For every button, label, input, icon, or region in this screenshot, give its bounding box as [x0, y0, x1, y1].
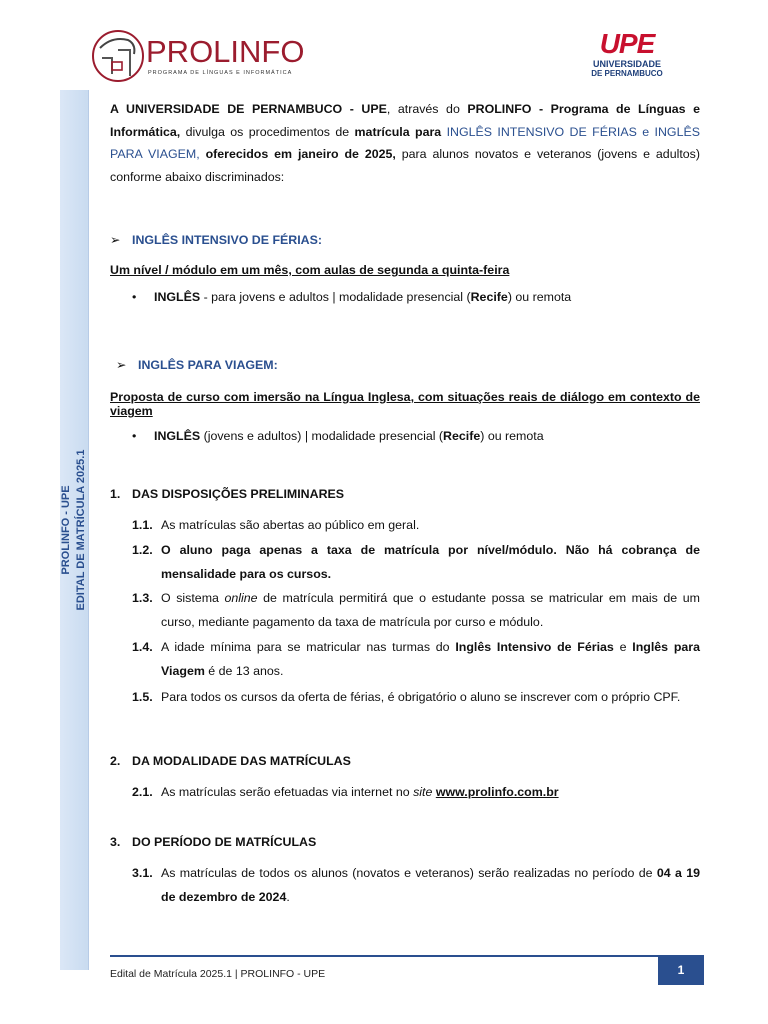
prolinfo-logo-text: PROLINFO — [146, 34, 305, 69]
item-2-1-number: 2.1. — [132, 785, 153, 799]
page-number: 1 — [658, 955, 704, 985]
bullet-icon: • — [132, 429, 137, 443]
course1-item-end: ) ou remota — [507, 290, 572, 304]
intro-courses: INGLÊS INTENSIVO DE FÉRIAS e INGLÊS PARA VIAGEM, — [110, 124, 700, 161]
intro-text-1: , através do — [386, 102, 468, 116]
item-2-1-text — [161, 780, 700, 804]
item-1-2-text: O aluno paga apenas a taxa de matrícula por nível/módulo. Não há cobrança de mensalidade para os cursos. — [161, 543, 700, 581]
upe-logo-mark: UPE — [599, 28, 655, 59]
item-3-1-dates: 04 a 19 de dezembro de 2024 — [161, 866, 700, 904]
item-2-1 — [132, 780, 700, 804]
intro-text-2: divulga os procedimentos de — [180, 124, 355, 139]
section2-heading — [110, 752, 700, 770]
section3-heading — [110, 833, 700, 851]
course2-bullet-item — [132, 427, 700, 445]
section1-number: 1. — [110, 487, 121, 501]
item-1-5-number: 1.5. — [132, 690, 153, 704]
item-1-3-number: 1.3. — [132, 591, 153, 605]
item-3-1-a: As matrículas de todos os alunos (novatos e veteranos) serão realizadas no período de — [161, 866, 657, 880]
prolinfo-logo-subtitle: PROGRAMA DE LÍNGUAS E INFORMÁTICA — [148, 70, 293, 76]
item-1-4-e: é de 13 anos. — [204, 664, 284, 678]
course2-title: INGLÊS PARA VIAGEM: — [138, 358, 278, 372]
item-1-5-text: Para todos os cursos da oferta de férias, é obrigatório o aluno se inscrever com o próprio CPF. — [161, 690, 681, 704]
item-1-2 — [132, 538, 700, 586]
prolinfo-website-link[interactable]: www.prolinfo.com.br — [435, 785, 559, 799]
bullet-icon: • — [132, 290, 137, 304]
course2-item-text: (jovens e adultos) | modalidade presencial ( — [200, 429, 444, 443]
item-1-4-c: e — [613, 640, 633, 654]
item-1-4-course1: Inglês Intensivo de Férias — [455, 640, 614, 654]
upe-logo-line2: DE PERNAMBUCO — [591, 69, 663, 78]
arrow-icon: ➢ — [110, 233, 121, 247]
item-1-1 — [132, 513, 700, 537]
section1-title: DAS DISPOSIÇÕES PRELIMINARES — [132, 487, 345, 501]
arrow-icon: ➢ — [116, 358, 127, 372]
intro-prolinfo: PROLINFO - Programa de Línguas e Informática, — [110, 102, 700, 139]
intro-university: A UNIVERSIDADE DE PERNAMBUCO - UPE — [110, 102, 387, 116]
course1-item-city: Recife — [470, 290, 508, 304]
course2-item-end: ) ou remota — [480, 429, 544, 443]
section2-title: DA MODALIDADE DAS MATRÍCULAS — [132, 754, 351, 768]
course1-item-lang: INGLÊS — [154, 290, 201, 304]
item-1-3-text — [161, 586, 700, 634]
intro-january: oferecidos em janeiro de 2025, — [199, 147, 396, 161]
course2-item-city: Recife — [443, 429, 481, 443]
item-1-2-number: 1.2. — [132, 543, 153, 557]
side-line-2: EDITAL DE MATRÍCULA 2025.1 — [75, 449, 87, 611]
side-line-1: PROLINFO - UPE — [60, 485, 72, 575]
course1-bullet-item — [132, 288, 700, 306]
item-3-1-number: 3.1. — [132, 866, 153, 880]
item-1-3-c: de matrícula permitirá que o estudante possa se matricular em mais de um curso, mediante pagamento da taxa de matrícula por curso e módulo. — [161, 591, 700, 629]
item-1-4-a: A idade mínima para se matricular nas turmas do — [161, 640, 456, 654]
course2-heading — [116, 356, 706, 374]
item-1-3 — [132, 586, 700, 634]
course1-subtitle-text: Um nível / módulo em um mês, com aulas de segunda a quinta-feira — [110, 263, 510, 277]
footer-text: Edital de Matrícula 2025.1 | PROLINFO - UPE — [110, 968, 326, 980]
course1-heading — [110, 231, 700, 249]
course2-subtitle: Proposta de curso com imersão na Língua Inglesa, com situações reais de diálogo em contexto de viagem — [110, 390, 700, 418]
section2-number: 2. — [110, 754, 121, 768]
item-3-1-c: . — [286, 890, 290, 904]
item-1-4-course2: Inglês para Viagem — [161, 640, 700, 678]
item-1-4-number: 1.4. — [132, 640, 153, 654]
section3-title: DO PERÍODO DE MATRÍCULAS — [132, 835, 317, 849]
course1-title: INGLÊS INTENSIVO DE FÉRIAS: — [132, 233, 323, 247]
item-1-5 — [132, 685, 700, 709]
item-1-4-text — [161, 635, 700, 683]
item-1-3-a: O sistema — [161, 591, 225, 605]
prolinfo-logo — [90, 28, 305, 84]
side-band-text — [60, 90, 88, 970]
intro-text-3: para alunos novatos e veteranos (jovens e adultos) conforme abaixo discriminados: — [110, 147, 700, 184]
item-2-1-site: site — [413, 785, 433, 799]
intro-matricula: matrícula para — [354, 124, 442, 139]
upe-logo — [582, 30, 672, 80]
section1-heading — [110, 485, 700, 503]
intro-paragraph — [110, 98, 700, 188]
item-2-1-a: As matrículas serão efetuadas via internet no — [161, 785, 414, 799]
item-3-1-text — [161, 861, 700, 909]
section3-number: 3. — [110, 835, 121, 849]
item-3-1 — [132, 861, 700, 909]
course2-item-lang: INGLÊS — [154, 429, 201, 443]
item-1-3-online: online — [224, 591, 258, 605]
item-1-4 — [132, 635, 700, 683]
footer-rule — [110, 955, 704, 957]
course1-item-text: - para jovens e adultos | modalidade presencial ( — [200, 290, 471, 304]
item-1-1-number: 1.1. — [132, 518, 153, 532]
item-1-1-text: As matrículas são abertas ao público em geral. — [161, 518, 420, 532]
upe-logo-line1: UNIVERSIDADE — [592, 59, 661, 69]
course1-subtitle — [110, 261, 700, 279]
